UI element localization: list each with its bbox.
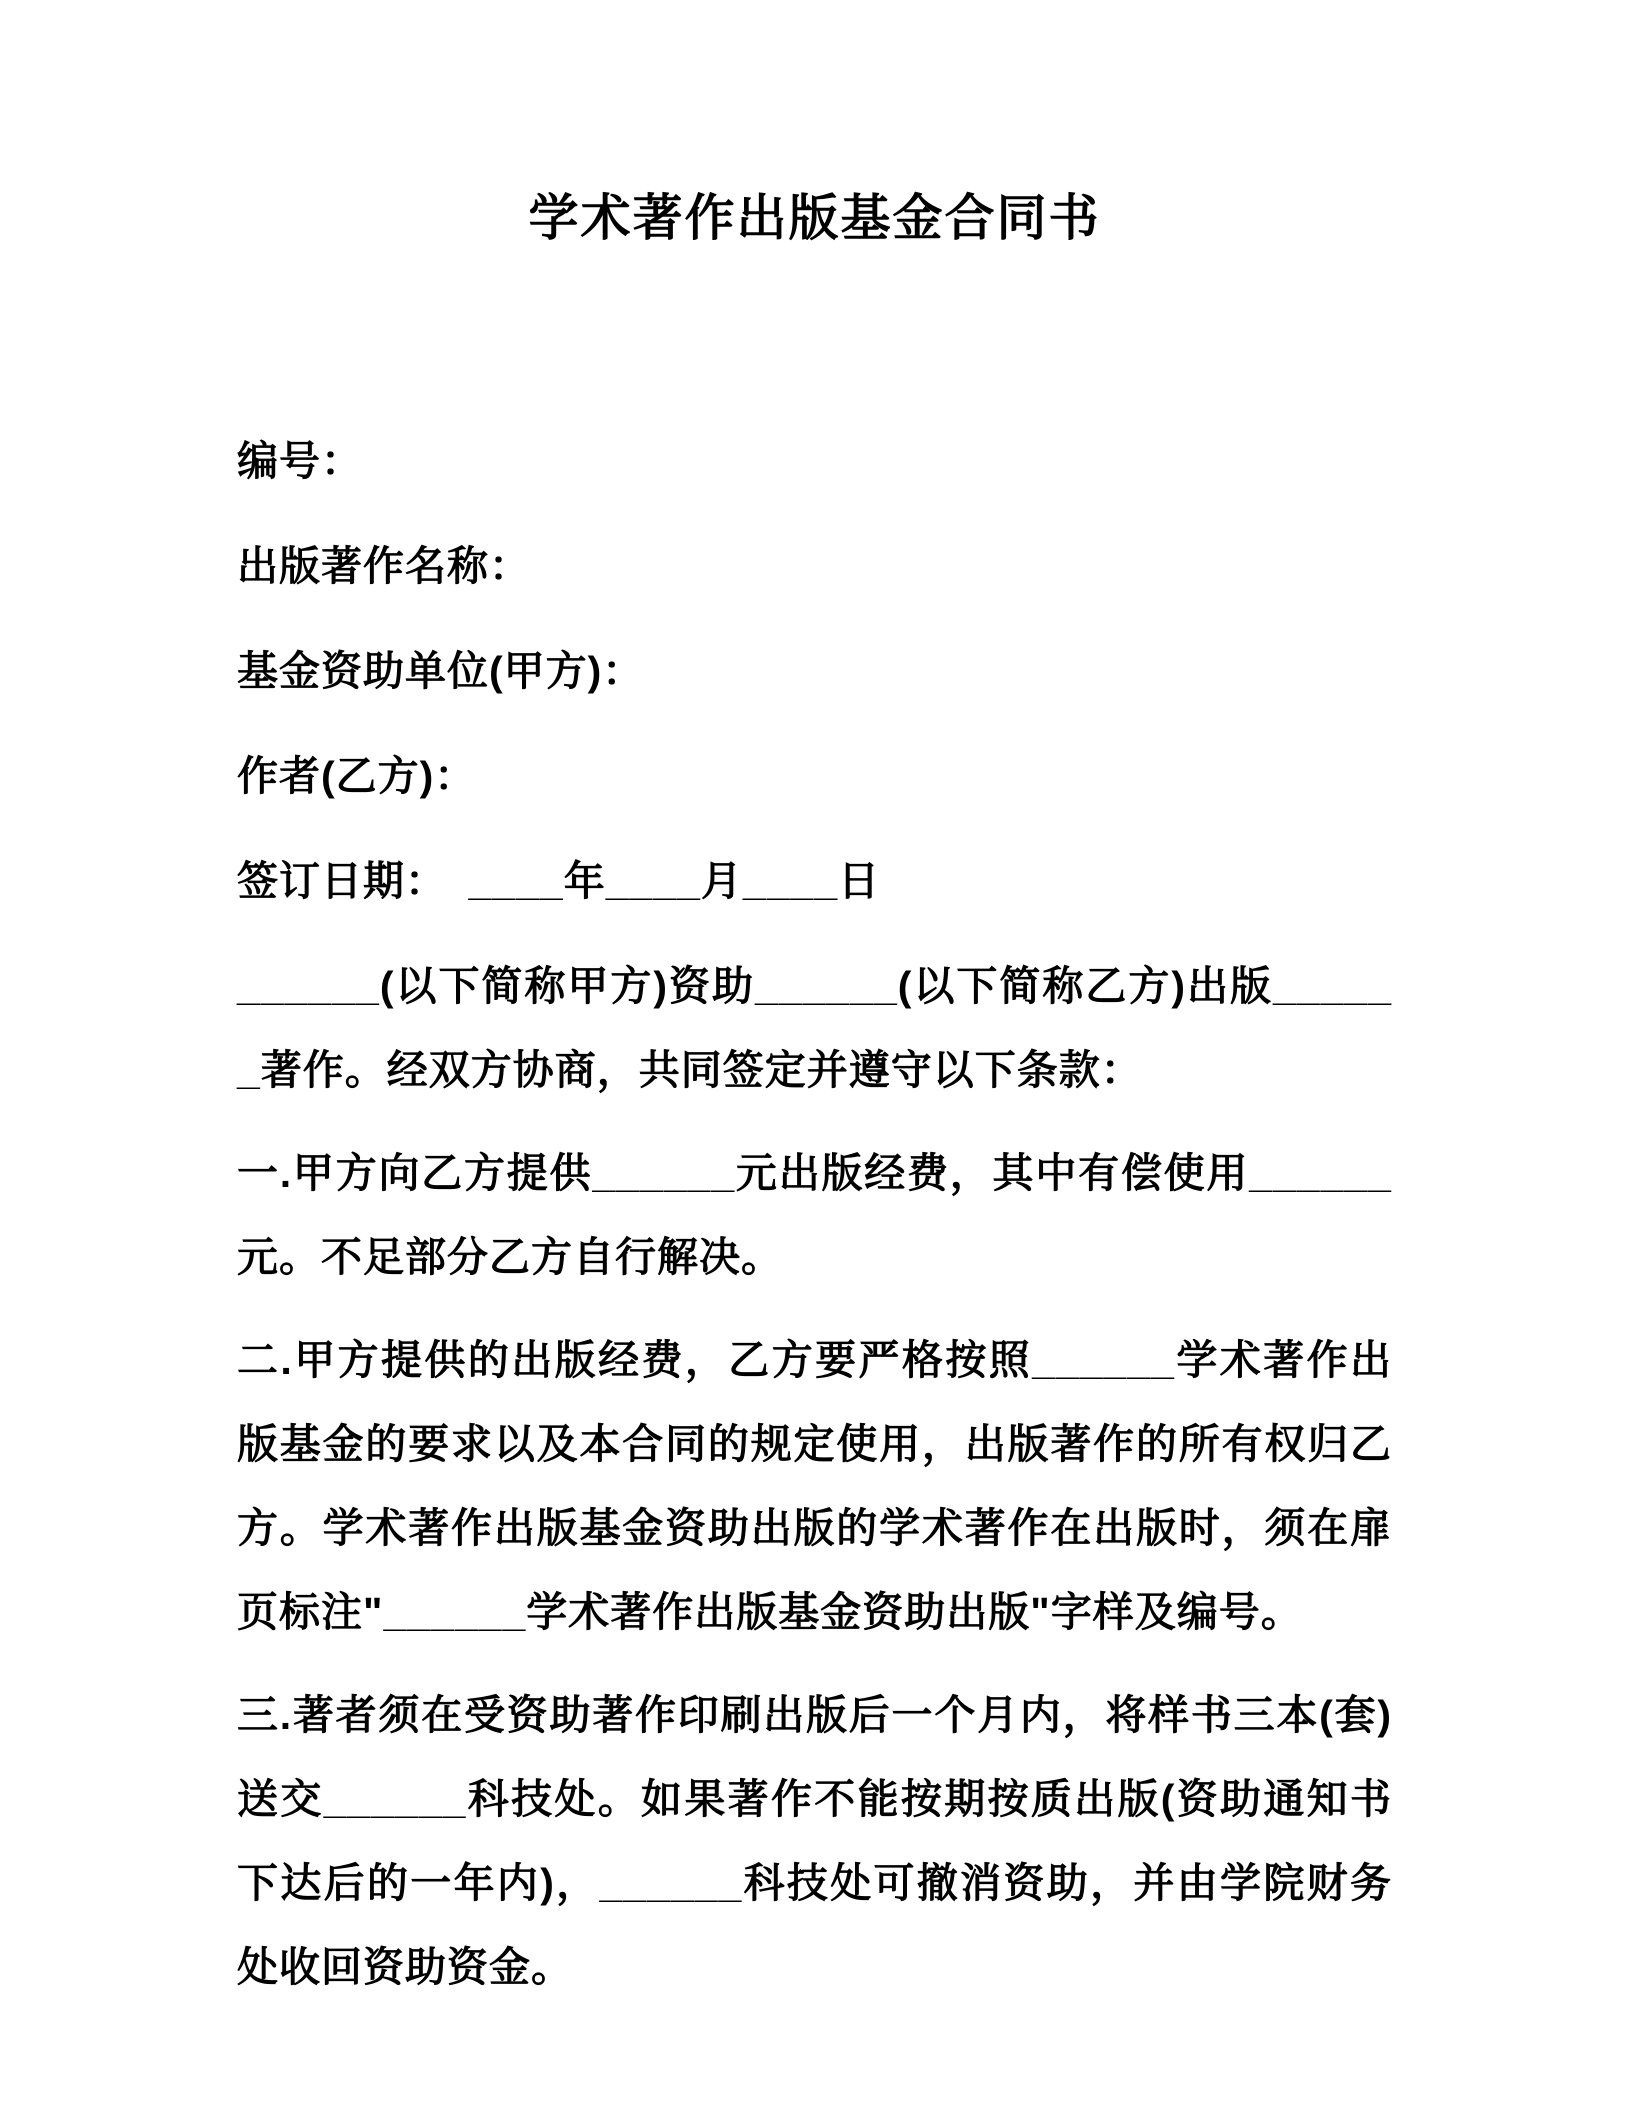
field-work-title: 出版著作名称： [237,543,531,589]
paragraph-clause-3: 三.著者须在受资助著作印刷出版后一个月内，将样书三本(套)送交______科技处。如果著作不能按期按质出版(资助通知书下达后的一年内)，______科技处可撤消资助，并由学院财务处收回资助资金。 [237,1692,1392,1990]
field-signing-date: 签订日期： ____年____月____日 [237,858,881,904]
field-funding-unit-party-a: 基金资助单位(甲方)： [237,648,645,694]
paragraph-clause-2: 二.甲方提供的出版经费，乙方要严格按照______学术著作出版基金的要求以及本合同的规定使用，出版著作的所有权归乙方。学术著作出版基金资助出版的学术著作在出版时，须在扉页标注"______学术著作出版基金资助出版"字样及编号。 [237,1337,1392,1635]
field-author-party-b: 作者(乙方)： [237,753,477,799]
field-contract-number: 编号： [237,438,363,484]
document-title: 学术著作出版基金合同书 [528,190,1101,246]
paragraph-clause-1: 一.甲方向乙方提供______元出版经费，其中有偿使用______元。不足部分乙方自行解决。 [237,1150,1392,1280]
paragraph-preamble: ______(以下简称甲方)资助______(以下简称乙方)出版______著作。经双方协商，共同签定并遵守以下条款： [237,963,1392,1093]
